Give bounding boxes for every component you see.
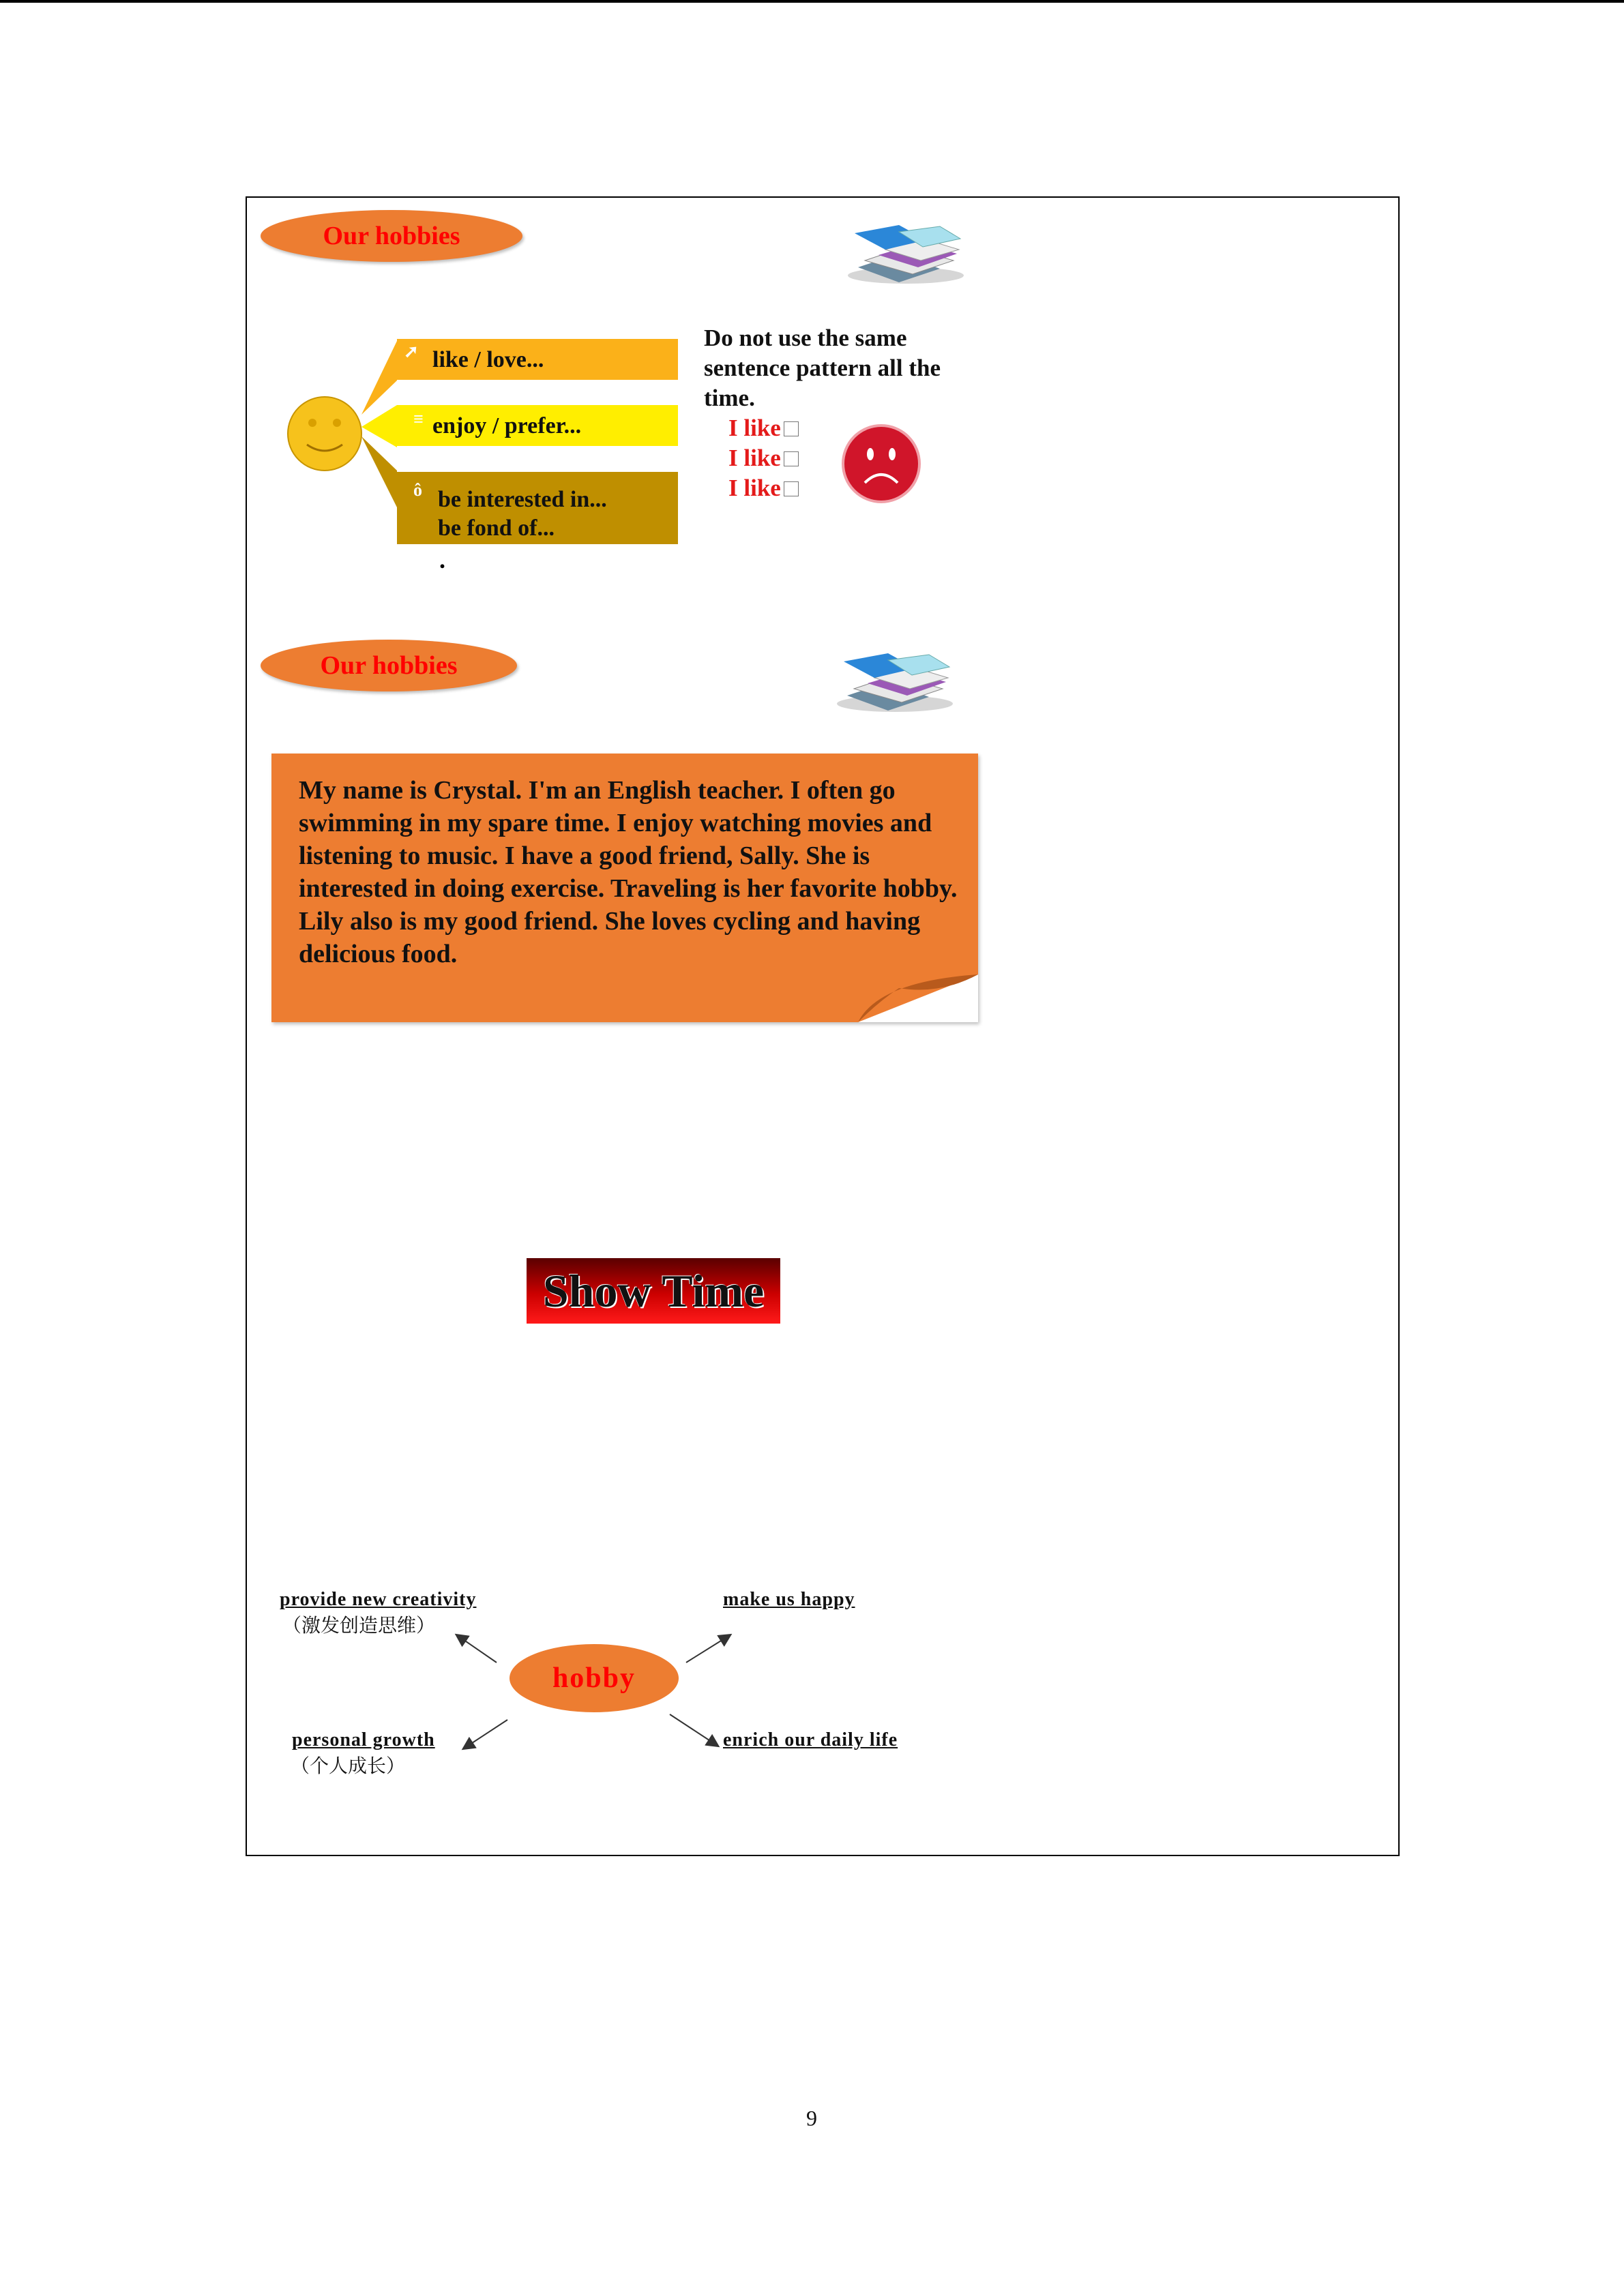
map-bottom-left: personal growth: [292, 1729, 435, 1750]
section2-title: Our hobbies: [261, 640, 517, 691]
map-center-hobby: hobby: [510, 1644, 679, 1712]
map-top-left-cn: （激发创造思维）: [282, 1614, 436, 1637]
ring-icon: ô: [413, 480, 422, 500]
map-bottom-right: enrich our daily life: [723, 1729, 898, 1750]
hint-line-3: time.: [704, 385, 755, 411]
hint-line-1: Do not use the same: [704, 325, 907, 351]
i-like-2: I like: [728, 443, 799, 473]
band-like-love-text: like / love...: [432, 347, 544, 372]
hint-line-2: sentence pattern all the: [704, 355, 941, 381]
map-bottom-left-cn: （个人成长）: [291, 1755, 406, 1777]
lightning-icon: ➚: [404, 342, 419, 361]
passage-text: My name is Crystal. I'm an English teacher. I often go swimming in my spare time. I enjoy watching movies and listening to music. I have a good friend, Sally. She is interested in doing exercise. Traveling is her favorite hobby. Lily also is my good friend. She loves cycling and having delicious food.: [299, 776, 958, 968]
trailing-dot: .: [439, 546, 445, 573]
i-like-1: I like: [728, 413, 799, 443]
band-enjoy-prefer-text: enjoy / prefer...: [432, 413, 582, 438]
band-fond-text: be fond of...: [438, 516, 555, 541]
map-top-right: make us happy: [723, 1589, 855, 1610]
section1-title: Our hobbies: [261, 210, 522, 262]
map-top-left: provide new creativity: [280, 1589, 477, 1610]
page-number: 9: [806, 2106, 817, 2130]
i-like-3: I like: [728, 473, 799, 503]
band-interested-text: be interested in...: [438, 487, 607, 512]
lines-icon: ≡: [413, 409, 424, 429]
show-time-banner: Show Time: [527, 1258, 780, 1324]
